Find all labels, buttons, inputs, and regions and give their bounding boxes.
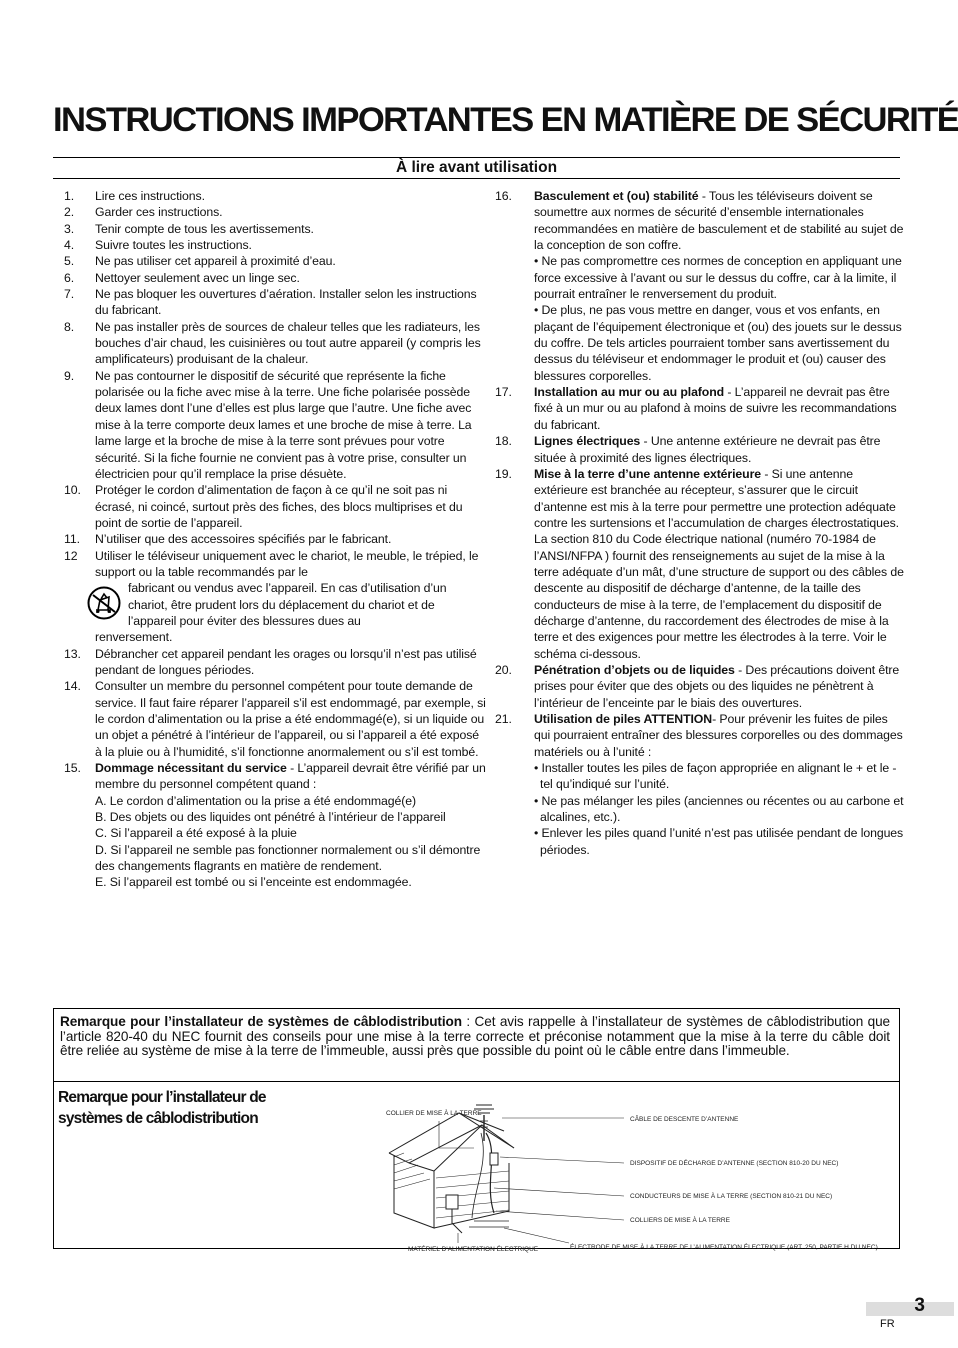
item-text: - Si une antenne extérieure est branchée au récepteur, s’assurer que le circuit d’antenne est mis à la terre pour permettre une protection adéquate contre les surtensions et l’accumulation de charges électrostatiques. xyxy=(534,466,899,530)
item-number: 10. xyxy=(64,483,81,498)
item-heading: Dommage nécessitant du service xyxy=(95,761,287,776)
item-text: Consulter un membre du personnel compétent pour toute demande de service. Il faut faire réparer l’appareil s’il est endommagé, par exemple, si le cordon d’alimentation ou la prise a été endommagé(e), si un liquide ou un objet a pénétré à l’intérieur de l’appareil, ou si l’appareil a été exposé à la pluie ou à l’humidité, s’il fonctionne anormalement ou s’il est tombé. xyxy=(95,679,486,759)
instruction-item xyxy=(56,368,486,482)
instruction-item xyxy=(495,662,905,711)
item-number: 21. xyxy=(495,712,512,726)
item-text: fabricant ou vendus avec l’appareil. En cas d’utilisation d’un chariot, être prudent lors du déplacement du chariot et de l’appareil pour éviter des blessures dues au xyxy=(128,581,447,628)
item-number: 11. xyxy=(64,532,80,547)
label-grounding-clamp: COLLIER DE MISE À LA TERRE xyxy=(386,1110,482,1117)
item-text: Ne pas bloquer les ouvertures d’aération. Installer selon les instructions du fabricant. xyxy=(95,287,477,318)
notice-title: Remarque pour l’installateur de systèmes de câblodistribution xyxy=(58,1089,266,1127)
instruction-item xyxy=(56,548,486,646)
instructions-right-column xyxy=(495,188,905,858)
notice-body: : Cet avis rappelle à l’installateur de systèmes de câblodistribution que l’article 820-40 du NEC fournit des conseils pour une mise à la terre correcte et préconise notamment que la mise à la terre du câble doit être reliée au système de mise à la terre de l’immeuble, aussi près que possible du point où le câble entre dans l’immeuble. xyxy=(60,1014,890,1058)
item-number: 20. xyxy=(495,662,512,677)
page-title: INSTRUCTIONS IMPORTANTES EN MATIÈRE DE SÉCURITÉ xyxy=(53,101,958,139)
item-number: 17. xyxy=(495,385,512,400)
instruction-item xyxy=(495,188,905,384)
item-number: 12 xyxy=(64,548,78,563)
item-subpoint: E. Si l’appareil est tombé ou si l’enceinte est endommagée. xyxy=(95,875,412,890)
label-service-equipment: MATÉRIEL D’ALIMENTATION ÉLECTRIQUE xyxy=(408,1246,539,1253)
item-subpoint: • Ne pas compromettre ces normes de conception en appliquant une force excessive à l’avant ou sur le dessus du coffre, car à la limite, il pourrait entraîner le renversement du produit. xyxy=(534,254,902,302)
instruction-item xyxy=(56,221,486,237)
item-number: 18. xyxy=(495,434,512,449)
item-heading: Lignes électriques xyxy=(534,434,641,449)
item-subpoint: B. Des objets ou des liquides ont pénétré à l’intérieur de l’appareil xyxy=(95,810,446,825)
item-subpoint: • De plus, ne pas vous mettre en danger, vous et vos enfants, en plaçant de l’équipement électronique et (ou) des jouets sur le dessus du coffre. De tels articles pourraient tomber sans avertissement du dessus du téléviseur et endommager le produit et (ou) causer des blessures corporelles. xyxy=(534,303,902,383)
instruction-item xyxy=(56,237,486,253)
item-text: N’utiliser que des accessoires spécifiés par le fabricant. xyxy=(95,532,392,547)
instruction-item xyxy=(56,531,486,547)
item-heading: Pénétration d’objets ou de liquides xyxy=(534,662,735,677)
item-text: Protéger le cordon d’alimentation de façon à ce qu’il ne soit pas ni écrasé, ni coincé, surtout près des fiches, des blocs multiprises et du point de sortie de l’appareil. xyxy=(95,483,463,530)
item-text: - Une antenne extérieure ne devrait pas être située à proximité des lignes électriques. xyxy=(534,434,881,465)
notice-heading: Remarque pour l’installateur de systèmes de câblodistribution xyxy=(60,1014,462,1029)
item-number: 19. xyxy=(495,466,512,481)
instruction-item xyxy=(56,760,486,891)
notice-text xyxy=(60,1015,890,1059)
instruction-item xyxy=(495,384,905,433)
item-heading: Basculement et (ou) stabilité xyxy=(534,189,699,203)
header-rule-bottom xyxy=(53,178,900,179)
instruction-item xyxy=(495,711,905,858)
item-subpoint: C. Si l’appareil a été exposé à la pluie xyxy=(95,826,297,841)
item-text: - Pour prévenir les fuites de piles qui pourraient entraîner des blessures corporelles ou des dommages matériels ou à l’unité : xyxy=(534,712,903,759)
instruction-item xyxy=(56,646,486,679)
cable-installer-notice xyxy=(53,1008,900,1253)
cart-warning-block xyxy=(95,580,486,629)
notice-divider xyxy=(54,1081,899,1082)
page-number: 3 xyxy=(914,1295,925,1316)
item-number: 1. xyxy=(64,189,75,203)
item-number: 15. xyxy=(64,761,81,776)
instruction-item xyxy=(56,188,486,204)
cart-warning-icon xyxy=(87,586,121,620)
instructions-left-column xyxy=(56,188,486,891)
item-number: 16. xyxy=(495,189,512,203)
instruction-item xyxy=(56,678,486,760)
item-text: Ne pas installer près de sources de chaleur telles que les radiateurs, les bouches d’air chaud, les cuisinières ou tout autre appareil (y compris les amplificateurs) produisant de la chaleur. xyxy=(95,319,481,367)
item-subpoint: La section 810 du Code électrique national (numéro 70-1984 de l’ANSI/NFPA ) fournit des renseignements au sujet de la mise à la terre adéquate d’un mât, d’une structure de support ou des câbles de descente au dispositif de décharge d’antenne, de la taille des conducteurs de mise à la terre, de l’emplacement du dispositif de décharge d’antenne, du raccordement des électrodes de mise à la terre et des exigences pour mettre les électrodes à la terre. Voir le schéma ci-dessous. xyxy=(534,532,904,661)
page-language: FR xyxy=(880,1318,895,1330)
item-number: 2. xyxy=(64,205,75,220)
instruction-item xyxy=(495,433,905,466)
item-number: 7. xyxy=(64,287,75,302)
item-heading: Utilisation de piles ATTENTION xyxy=(534,712,713,726)
item-text: Suivre toutes les instructions. xyxy=(95,238,252,253)
item-text: - L’appareil devrait être vérifié par un membre du personnel compétent quand : xyxy=(95,761,486,792)
item-text: renversement. xyxy=(95,630,173,645)
instruction-item xyxy=(56,482,486,531)
item-heading: Installation au mur ou au plafond xyxy=(534,385,725,400)
instruction-item xyxy=(56,319,486,368)
instruction-item xyxy=(56,204,486,220)
item-number: 9. xyxy=(64,368,75,383)
item-subpoint: A. Le cordon d’alimentation ou la prise a été endommagé(e) xyxy=(95,793,416,808)
item-text: Lire ces instructions. xyxy=(95,189,205,203)
item-number: 3. xyxy=(64,221,75,236)
item-number: 8. xyxy=(64,319,75,334)
item-text: Garder ces instructions. xyxy=(95,205,223,220)
item-number: 14. xyxy=(64,679,81,694)
item-text: Ne pas utiliser cet appareil à proximité d’eau. xyxy=(95,254,336,269)
item-number: 5. xyxy=(64,254,75,269)
item-number: 4. xyxy=(64,238,75,253)
item-heading: Mise à la terre d’une antenne extérieure xyxy=(534,466,761,481)
item-text: - Tous les téléviseurs doivent se soumettre aux normes de sécurité d’ensemble internationales recommandées en matière de basculement et de stabilité au sujet de la conception de son coffre. xyxy=(534,189,904,253)
label-discharge-unit: DISPOSITIF DE DÉCHARGE D’ANTENNE (SECTION 810-20 DU NEC) xyxy=(630,1160,839,1167)
item-text: Utiliser le téléviseur uniquement avec le chariot, le meuble, le trépied, le support ou la table recommandés par le xyxy=(95,548,479,579)
label-electrode-system: ÉLECTRODE DE MISE À LA TERRE DE L’ALIMENTATION ÉLECTRIQUE (ART. 250, PARTIE H DU NEC) xyxy=(570,1244,878,1251)
item-text: - L’appareil ne devrait pas être fixé à un mur ou au plafond à moins de suivre les recommandations du fabricant. xyxy=(534,385,897,432)
instruction-item xyxy=(56,253,486,269)
item-text: Nettoyer seulement avec un linge sec. xyxy=(95,270,300,285)
battery-bullet: • Ne pas mélanger les piles (anciennes ou récentes ou au carbone et alcalines, etc.). xyxy=(534,793,904,825)
antenna-grounding-diagram xyxy=(334,1093,878,1253)
battery-bullet: • Enlever les piles quand l’unité n’est pas utilisée pendant de longues périodes. xyxy=(534,826,904,857)
section-subtitle: À lire avant utilisation xyxy=(395,159,558,176)
item-number: 13. xyxy=(64,646,81,661)
item-text: Ne pas contourner le dispositif de sécurité que représente la fiche polarisée ou la fiche avec mise à la terre. Une fiche polarisée possède deux lames dont l’une d’elles est plus large que l’autre. Une fiche avec mise à la terre comporte deux lames et une broche de mise à terre. La lame large et la broche de mise à la terre sont prévues pour votre sécurité. Si la fiche fournie ne convient pas à votre prise, consulter un électricien pour qu’il remplace la prise désuète. xyxy=(95,368,472,481)
instruction-item xyxy=(56,286,486,319)
label-antenna-lead-in: CÂBLE DE DESCENTE D’ANTENNE xyxy=(630,1116,739,1123)
item-text: Débrancher cet appareil pendant les orages ou lorsqu’il n’est pas utilisé pendant de longues périodes. xyxy=(95,646,477,677)
instruction-item xyxy=(56,270,486,286)
item-subpoint: D. Si l’appareil ne semble pas fonctionner normalement ou s’il démontre des changements flagrants en matière de rendement. xyxy=(95,842,481,874)
item-text: Tenir compte de tous les avertissements. xyxy=(95,221,314,236)
instruction-item xyxy=(495,466,905,662)
label-grounding-conductors: CONDUCTEURS DE MISE À LA TERRE (SECTION 810-21 DU NEC) xyxy=(630,1193,833,1200)
item-text: - Des précautions doivent être prises pour éviter que des objets ou des liquides ne pénètrent à l’intérieur de l’enceinte par le biais des ouvertures. xyxy=(534,662,900,710)
item-number: 6. xyxy=(64,270,75,285)
battery-bullet: • Installer toutes les piles de façon appropriée en alignant le + et le - tel qu’indiqué sur l’unité. xyxy=(534,761,897,792)
label-ground-clamps: COLLIERS DE MISE À LA TERRE xyxy=(630,1217,730,1224)
roof-ridge-line xyxy=(389,1113,514,1153)
